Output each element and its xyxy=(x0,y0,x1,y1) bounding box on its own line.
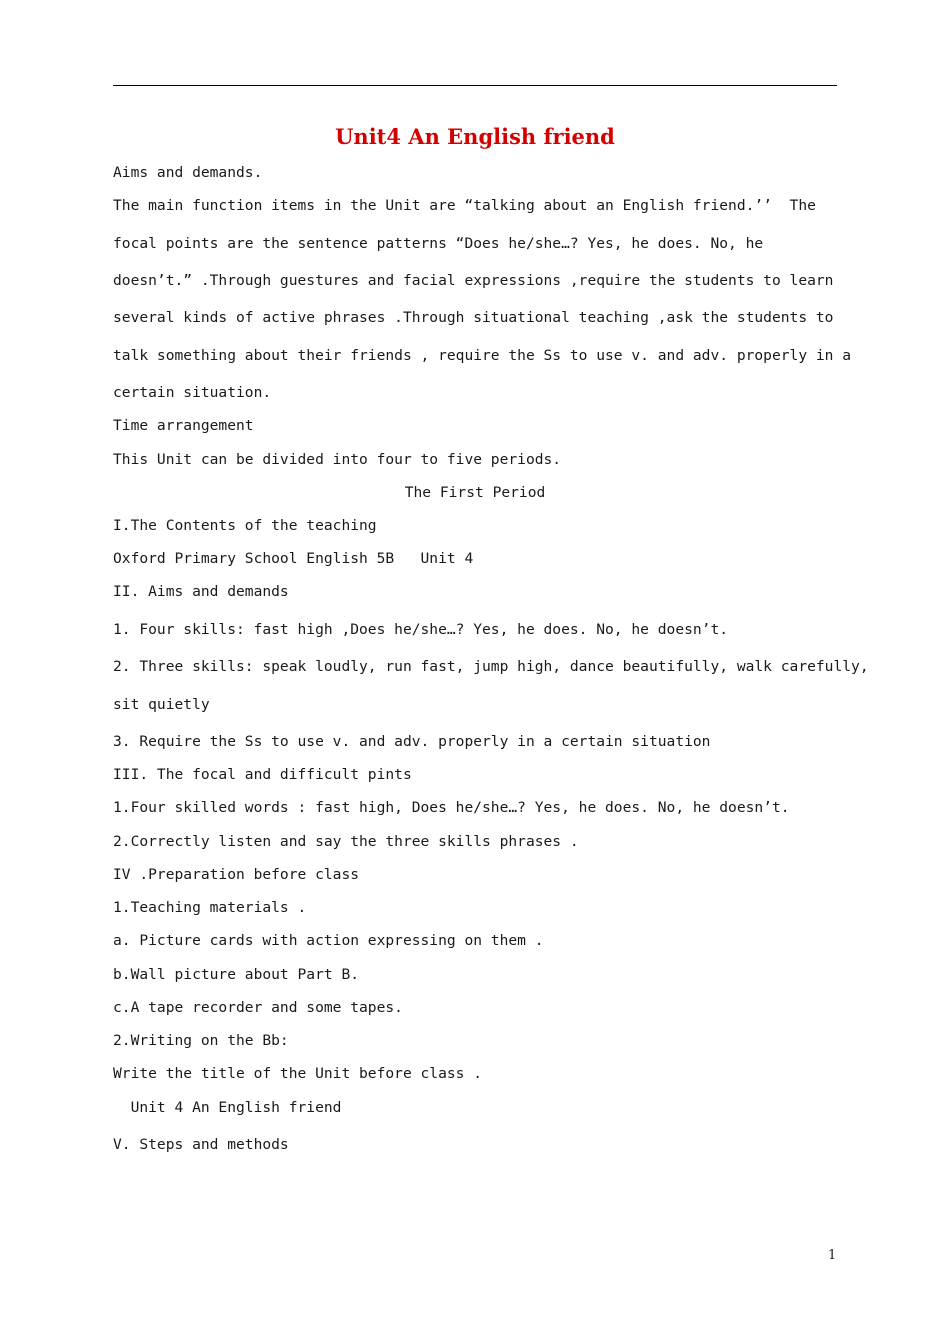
section-heading: IV .Preparation before class xyxy=(113,866,360,883)
text-line: doesn’t.” .Through guestures and facial expressions ,require the students to learn xyxy=(113,272,834,289)
text-line: This Unit can be divided into four to five periods. xyxy=(113,451,562,468)
text-line: The main function items in the Unit are “talking about an English friend.’’ The xyxy=(113,197,816,214)
section-heading: Time arrangement xyxy=(113,417,254,434)
section-heading: II. Aims and demands xyxy=(113,583,289,600)
list-item: 1.Teaching materials . xyxy=(113,899,307,916)
text-line: several kinds of active phrases .Through situational teaching ,ask the students to xyxy=(113,309,834,326)
section-heading: V. Steps and methods xyxy=(113,1136,289,1153)
document-title: Unit4 An English friend xyxy=(335,124,615,149)
list-item: b.Wall picture about Part B. xyxy=(113,966,360,983)
list-item: 1. Four skills: fast high ,Does he/she…? Yes, he does. No, he doesn’t. xyxy=(113,621,729,638)
list-item: 1.Four skilled words : fast high, Does he/she…? Yes, he does. No, he doesn’t. xyxy=(113,799,790,816)
section-heading: I.The Contents of the teaching xyxy=(113,517,377,534)
text-line: Oxford Primary School English 5B Unit 4 xyxy=(113,550,474,567)
period-heading: The First Period xyxy=(404,484,546,501)
list-item: a. Picture cards with action expressing on them . xyxy=(113,932,544,949)
list-item: 2.Correctly listen and say the three skills phrases . xyxy=(113,833,579,850)
text-line: Aims and demands. xyxy=(113,164,263,181)
list-item: 3. Require the Ss to use v. and adv. properly in a certain situation xyxy=(113,733,711,750)
text-line: Unit 4 An English friend xyxy=(113,1099,342,1116)
list-item: 2.Writing on the Bb: xyxy=(113,1032,289,1049)
text-line: Write the title of the Unit before class . xyxy=(113,1065,483,1082)
header-rule xyxy=(113,85,837,86)
list-item: c.A tape recorder and some tapes. xyxy=(113,999,403,1016)
text-line: certain situation. xyxy=(113,384,272,401)
text-line: focal points are the sentence patterns “Does he/she…? Yes, he does. No, he xyxy=(113,235,764,252)
text-line: sit quietly xyxy=(113,696,210,713)
list-item: 2. Three skills: speak loudly, run fast, jump high, dance beautifully, walk carefully, xyxy=(113,658,869,675)
section-heading: III. The focal and difficult pints xyxy=(113,766,412,783)
text-line: talk something about their friends , require the Ss to use v. and adv. properly in a xyxy=(113,347,852,364)
page-number: 1 xyxy=(828,1248,837,1263)
